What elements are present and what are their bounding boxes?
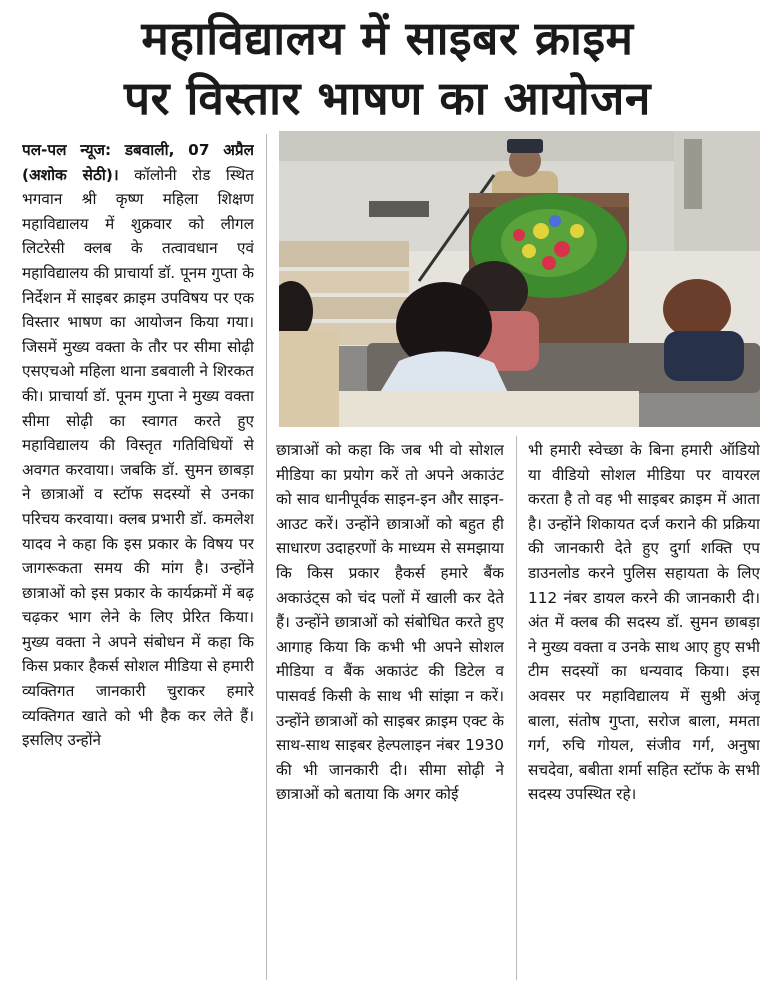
headline-line-2: पर विस्तार भाषण का आयोजन [124,71,651,125]
dateline: पल-पल न्यूज: डबवाली, 07 अप्रैल (अशोक सेठी)। [22,141,254,184]
column-divider [266,134,267,980]
column-2-text: छात्राओं को कहा कि जब भी वो सोशल मीडिया का प्रयोग करें तो अपने अकाउंट को साव धानीपूर्वक साइन-इन और साइन-आउट करें। उन्होंने छात्राओं को बहुत ही साधारण उदाहरणों के माध्यम से समझाया कि किस प्रकार हैकर्स हमारे बैंक अकाउंट्स को चंद पलों में खाली कर देते हैं। उन्होंने छात्राओं को संबोधित करते हुए आगाह किया कि कभी भी अपने सोशल मीडिया व बैंक अकाउंट की डिटेल व पासवर्ड किसी के साथ भी सांझा न करें। उन्होंने छात्राओं को साइबर क्राइम एक्ट के साथ-साथ साइबर हेल्पलाइन नंबर 1930 की भी जानकारी दी। सीमा सोढ़ी ने छात्राओं को बताया कि अगर कोई [276,441,504,804]
article-column-1 [22,138,254,978]
article-column-2 [276,438,504,978]
headline-line-1: महाविद्यालय में साइबर क्राइम [141,11,634,65]
event-photo-illustration [279,131,760,427]
column-3-text: भी हमारी स्वेच्छा के बिना हमारी ऑडियो या वीडियो सोशल मीडिया पर वायरल करता है तो वह भी साइबर क्राइम में आता है। उन्होंने शिकायत दर्ज कराने की प्रक्रिया की जानकारी देते हुए दुर्गा शक्ति एप डाउनलोड करने पुलिस सहायता के लिए 112 नंबर डायल करने की जानकारी दी। अंत में क्लब की सदस्य डॉ. सुमन छाबड़ा ने मुख्य वक्ता व उनके साथ आए हुए सभी टीम सदस्यों का धन्यवाद किया। इस अवसर पर महाविद्यालय में सुश्री अंजू बाला, संतोष गुप्ता, सरोज बाला, ममता गर्ग, रुचि गोयल, संजीव गर्ग, अनुषा सचदेवा, बबीता शर्मा सहित स्टॉफ के सभी सदस्य उपस्थित रहे। [528,441,760,804]
column-divider [516,436,517,980]
headline [0,8,775,128]
event-photo [279,131,760,427]
column-1-text: कॉलोनी रोड स्थित भगवान श्री कृष्ण महिला शिक्षण महाविद्यालय में शुक्रवार को लीगल लिटरेसी क्लब के तत्वावधान एवं महाविद्यालय की प्राचार्या डॉ. पूनम गुप्ता के निर्देशन में साइबर क्राइम उपविषय पर एक विस्तार भाषण का आयोजन किया गया। जिसमें मुख्य वक्ता के तौर पर सीमा सोढ़ी एसएचओ महिला थाना डबवाली ने शिरकत की। प्राचार्या डॉ. पूनम गुप्ता ने मुख्य वक्ता सीमा सोढ़ी का स्वागत करते हुए महाविद्यालय की विस्तृत गतिविधियों से अवगत करवाया। जबकि डॉ. सुमन छाबड़ा ने छात्राओं व स्टॉफ सदस्यों से उनका परिचय करवाया। क्लब प्रभारी डॉ. कमलेश यादव ने कहा कि इस प्रकार के विषय पर जागरूकता समय की मांग है। उन्होंने छात्राओं को इस प्रकार के कार्यक्रमों में बढ़ चढ़कर भाग लेने के लिए प्रेरित किया। मुख्य वक्ता ने अपने संबोधन में कहा कि किस प्रकार हैकर्स सोशल मीडिया से हमारी व्यक्तिगत जानकारी चुराकर हमारे व्यक्तिगत खाते को भी हैक कर लेते हैं। इसलिए उन्होंने [22,165,254,750]
article-column-3 [528,438,760,978]
